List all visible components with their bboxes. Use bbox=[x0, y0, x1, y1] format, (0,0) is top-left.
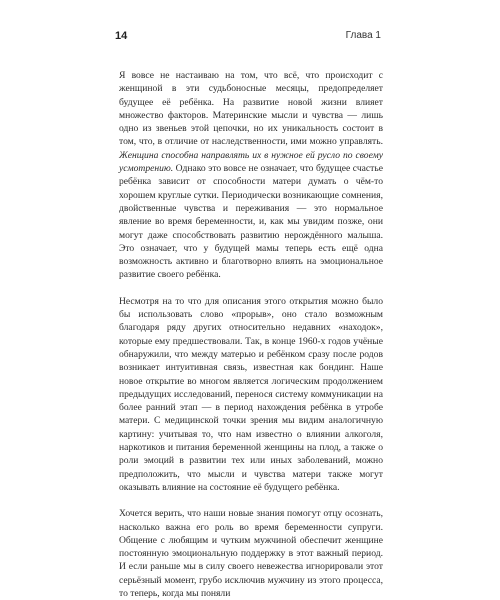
body-text bbox=[119, 69, 383, 600]
page-number: 14 bbox=[115, 30, 128, 42]
paragraph-1-text-end: Однако это вовсе не означает, что будущее счастье ребёнка зависит от способности матери думать о чём-то хорошем круглые сутки. Периодически возникающие сомнения, двойственные чувства и переживания — это нормальное явление во время беременности, и, как мы увидим позже, они могут даже способствовать развитию нерождённого малыша. Это означает, что у будущей мамы теперь есть ещё одна возможность активно и благотворно влиять на эмоциональное развитие своего ребёнка. bbox=[119, 163, 383, 281]
paragraph-1-italic-emphasis: Женщина способна направлять их в нужное ей русло по своему усмотрению. bbox=[119, 149, 383, 175]
paragraph-1-text-start: Я вовсе не настаиваю на том, что всё, что происходит с женщиной в эти судьбоносные месяцы, предопределяет будущее её ребёнка. На развитие новой жизни влияет множество факторов. Материнские мысли и чувства — лишь одно из звеньев этой цепочки, но их уникальность состоит в том, что, в отличие от наследственности, ими можно управлять. bbox=[119, 70, 383, 148]
running-head-chapter: Глава 1 bbox=[345, 30, 381, 41]
paragraph-2: Несмотря на то что для описания этого открытия можно было бы использовать слово «прорыв», оно стало возможным благодаря ряду других относительно недавних «находок», которые ему предшествовали. Так, в конце 1960-х годов учёные обнаружили, что между матерью и ребёнком сразу после родов возникает интуитивная связь, известная как бондинг. Наше новое открытие во многом является логическим продолжением предыдущих исследований, перенося систему коммуникации на более ранний этап — в период нахождения ребёнка в утробе матери. С медицинской точки зрения мы видим аналогичную картину: учитывая то, что нам известно о влиянии алкоголя, наркотиков и питания беременной женщины на плод, а также о роли эмоций в развитии тех или иных заболеваний, можно предположить, что мысли и чувства матери также могут оказывать влияние на состояние её будущего ребёнка. bbox=[119, 295, 383, 493]
paragraph-3: Хочется верить, что наши новые знания помогут отцу осознать, насколько важна его роль во время беременности супруги. Общение с любящим и чутким мужчиной обеспечит женщине постоянную эмоциональную поддержку в этот важный период. И если раньше мы в силу своего невежества игнорировали этот серьёзный момент, грубо исключив мужчину из этого процесса, то теперь, когда мы поняли bbox=[119, 508, 383, 599]
paragraph-1 bbox=[119, 69, 383, 282]
